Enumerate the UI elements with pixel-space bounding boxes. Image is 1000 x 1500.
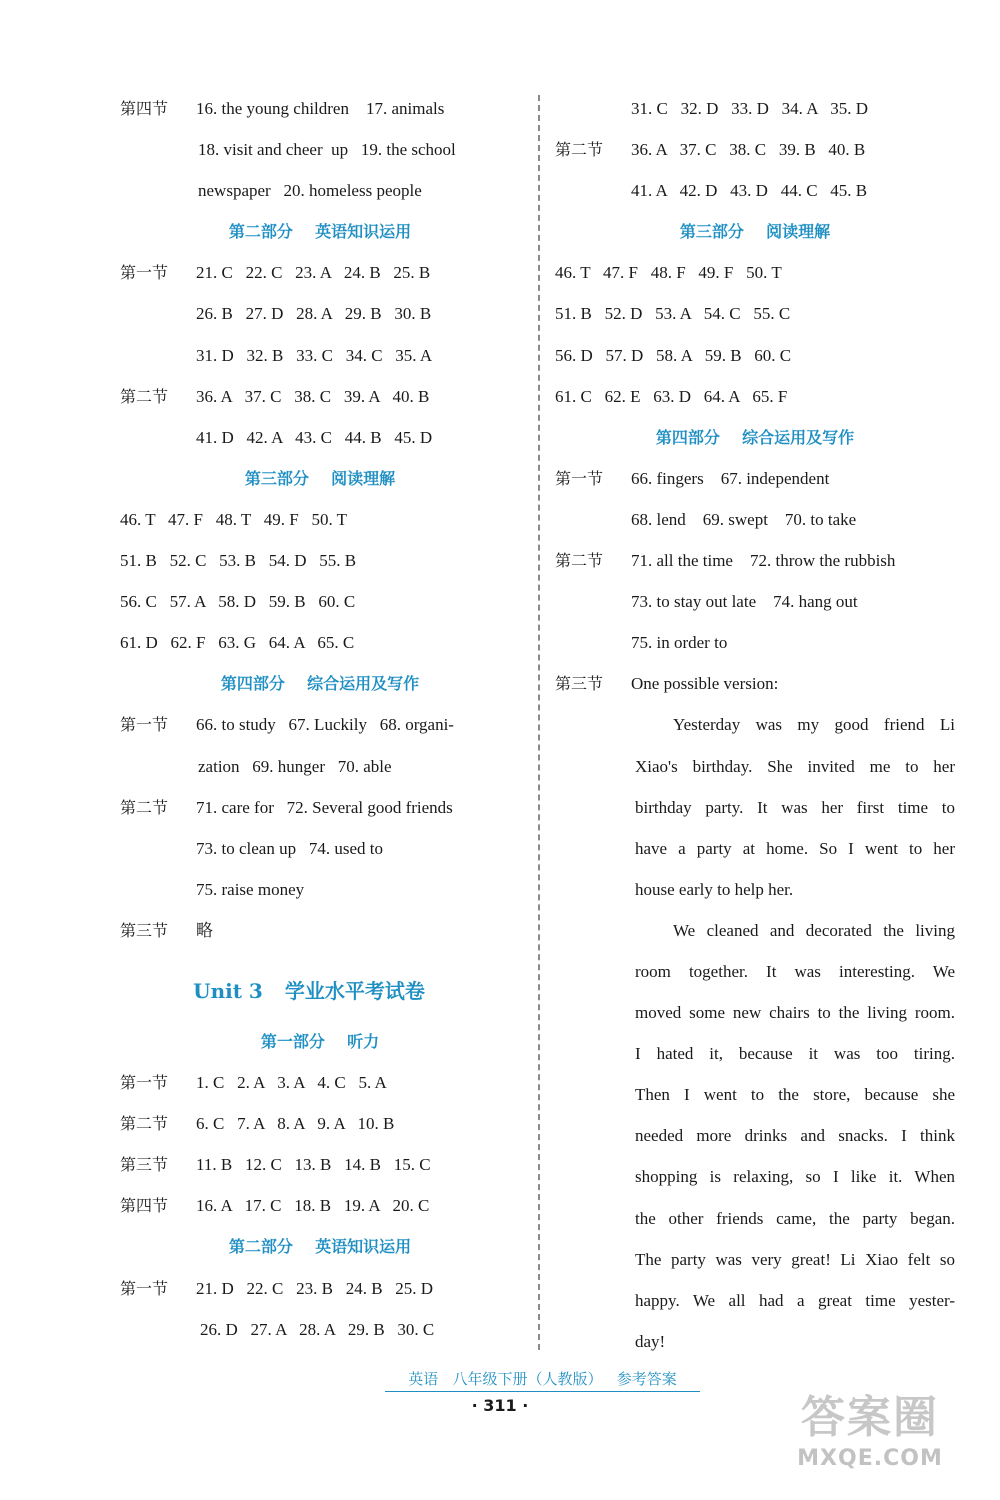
answer-line: 51. B 52. D 53. A 54. C 55. C (555, 304, 791, 324)
part-heading: 第二部分 英语知识运用 (228, 222, 412, 242)
part-heading: 第四部分 综合运用及写作 (220, 674, 420, 694)
answer-line: 68. lend 69. swept 70. to take (631, 509, 857, 529)
answer-line (120, 1185, 520, 1226)
answer-line (555, 540, 955, 581)
essay-line: We cleaned and decorated the living (673, 920, 955, 940)
section-label: 第三节 (120, 920, 169, 940)
answer-line: 41. D 42. A 43. C 44. B 45. D (196, 427, 433, 447)
answer-line: 31. C 32. D 33. D 34. A 35. D (631, 99, 869, 118)
answer-line (120, 252, 520, 293)
section-label: 第二节 (555, 551, 604, 571)
answer-text: 21. C 22. C 23. A 24. B 25. B (196, 263, 431, 283)
section-label: 第一节 (555, 468, 604, 488)
part-heading: 第一部分 听力 (260, 1031, 380, 1051)
section-label: 第一节 (120, 1278, 169, 1298)
answer-line: 75. in order to (631, 633, 728, 653)
essay-line: room together. It was interesting. We (635, 961, 955, 981)
answer-text: 11. B 12. C 13. B 14. B 15. C (196, 1155, 431, 1175)
section-label: 第二节 (555, 140, 604, 160)
answer-line (120, 1062, 520, 1103)
answer-line: 73. to clean up 74. used to (196, 838, 383, 858)
section-label: 第三节 (555, 674, 604, 694)
answer-line: 73. to stay out late 74. hang out (631, 592, 858, 612)
part-heading: 第三部分 阅读理解 (679, 222, 831, 242)
answer-text: 16. A 17. C 18. B 19. A 20. C (196, 1196, 430, 1216)
essay-line: The party was very great! Li Xiao felt so (635, 1249, 955, 1269)
answer-text: 71. all the time 72. throw the rubbish (631, 551, 896, 571)
answer-line: 26. D 27. A 28. A 29. B 30. C (200, 1319, 435, 1339)
answer-line: 31. D 32. B 33. C 34. C 35. A (196, 345, 433, 365)
answer-line: 56. D 57. D 58. A 59. B 60. C (555, 345, 792, 365)
answer-line (120, 704, 520, 745)
watermark-bottom: MXQE.COM (797, 1446, 943, 1471)
essay-line: needed more drinks and snacks. I think (635, 1126, 955, 1146)
essay-line: Then I went to the store, because she (635, 1085, 955, 1105)
answer-text: 71. care for 72. Several good friends (196, 797, 453, 817)
essay-line: moved some new chairs to the living room. (635, 1003, 955, 1023)
answer-text: 16. the young children 17. animals (196, 99, 445, 118)
answer-line: newspaper 20. homeless people (198, 181, 422, 201)
essay-line: house early to help her. (635, 879, 794, 899)
answer-text: 36. A 37. C 38. C 39. A 40. B (196, 386, 430, 406)
essay-line: have a party at home. So I went to her (635, 838, 955, 858)
essay-line: I hated it, because it was too tiring. (635, 1044, 955, 1064)
unit-title (120, 951, 520, 1021)
answer-line: 46. T 47. F 48. T 49. F 50. T (120, 509, 348, 529)
section-label: 第一节 (120, 1073, 169, 1093)
essay-line: happy. We all had a great time yester- (635, 1290, 955, 1310)
essay-line: Xiao's birthday. She invited me to her (635, 756, 955, 776)
answer-line: 46. T 47. F 48. F 49. F 50. T (555, 263, 782, 283)
part-heading: 第三部分 阅读理解 (244, 468, 396, 488)
answer-line: 61. C 62. E 63. D 64. A 65. F (555, 386, 788, 406)
answer-text: 6. C 7. A 8. A 9. A 10. B (196, 1114, 395, 1134)
answer-line (120, 910, 520, 951)
section-label: 第四节 (120, 99, 169, 118)
answer-line (120, 787, 520, 828)
answer-line: 26. B 27. D 28. A 29. B 30. B (196, 304, 432, 324)
answer-text: One possible version: (631, 674, 779, 694)
section-label: 第二节 (120, 1114, 169, 1134)
answer-line (120, 1268, 520, 1309)
answer-line: 56. C 57. A 58. D 59. B 60. C (120, 592, 356, 612)
section-label: 第三节 (120, 1155, 169, 1175)
essay-line: the other friends came, the party began. (635, 1208, 955, 1228)
essay-line: birthday party. It was her first time to (635, 797, 955, 817)
section-label: 第四节 (120, 1196, 169, 1216)
answer-text: 1. C 2. A 3. A 4. C 5. A (196, 1073, 387, 1093)
left-column (120, 88, 520, 1350)
column-divider (538, 95, 540, 1350)
answer-line (555, 663, 955, 704)
part-heading: 第四部分 综合运用及写作 (655, 427, 855, 447)
section-label: 第二节 (120, 386, 169, 406)
answer-line: 18. visit and cheer up 19. the school (198, 140, 456, 160)
essay-line: Yesterday was my good friend Li (673, 715, 955, 735)
section-label: 第一节 (120, 715, 169, 735)
answer-text: 36. A 37. C 38. C 39. B 40. B (631, 140, 866, 160)
part-heading: 第二部分 英语知识运用 (228, 1237, 412, 1257)
page-number: · 311 · (471, 1396, 529, 1415)
section-label: 第一节 (120, 263, 169, 283)
answer-line: 41. A 42. D 43. D 44. C 45. B (631, 181, 868, 201)
answer-text: 略 (196, 920, 213, 940)
answer-text: 66. to study 67. Luckily 68. organi- (196, 715, 454, 735)
right-column (555, 88, 955, 1362)
watermark-top: 答案圈 (801, 1392, 939, 1443)
answer-line (120, 88, 520, 129)
answer-line: 61. D 62. F 63. G 64. A 65. C (120, 633, 355, 653)
unit-title-number: Unit 3 (193, 978, 263, 1003)
answer-text: 21. D 22. C 23. B 24. B 25. D (196, 1278, 434, 1298)
answer-line (555, 458, 955, 499)
watermark-logo (770, 1390, 970, 1490)
answer-line (120, 1103, 520, 1144)
answer-line (120, 376, 520, 417)
section-label: 第二节 (120, 797, 169, 817)
essay-line: shopping is relaxing, so I like it. When (635, 1167, 955, 1187)
answer-line: zation 69. hunger 70. able (198, 756, 392, 776)
model-essay (555, 704, 955, 1362)
footer-caption: 英语 八年级下册（人教版） 参考答案 (385, 1368, 700, 1392)
essay-line: day! (635, 1331, 666, 1351)
answer-line (120, 1144, 520, 1185)
answer-text: 66. fingers 67. independent (631, 468, 830, 488)
unit-title-text: 学业水平考试卷 (284, 978, 425, 1003)
answer-line: 75. raise money (196, 879, 305, 899)
answer-line: 51. B 52. C 53. B 54. D 55. B (120, 551, 357, 571)
answer-line (555, 129, 955, 170)
